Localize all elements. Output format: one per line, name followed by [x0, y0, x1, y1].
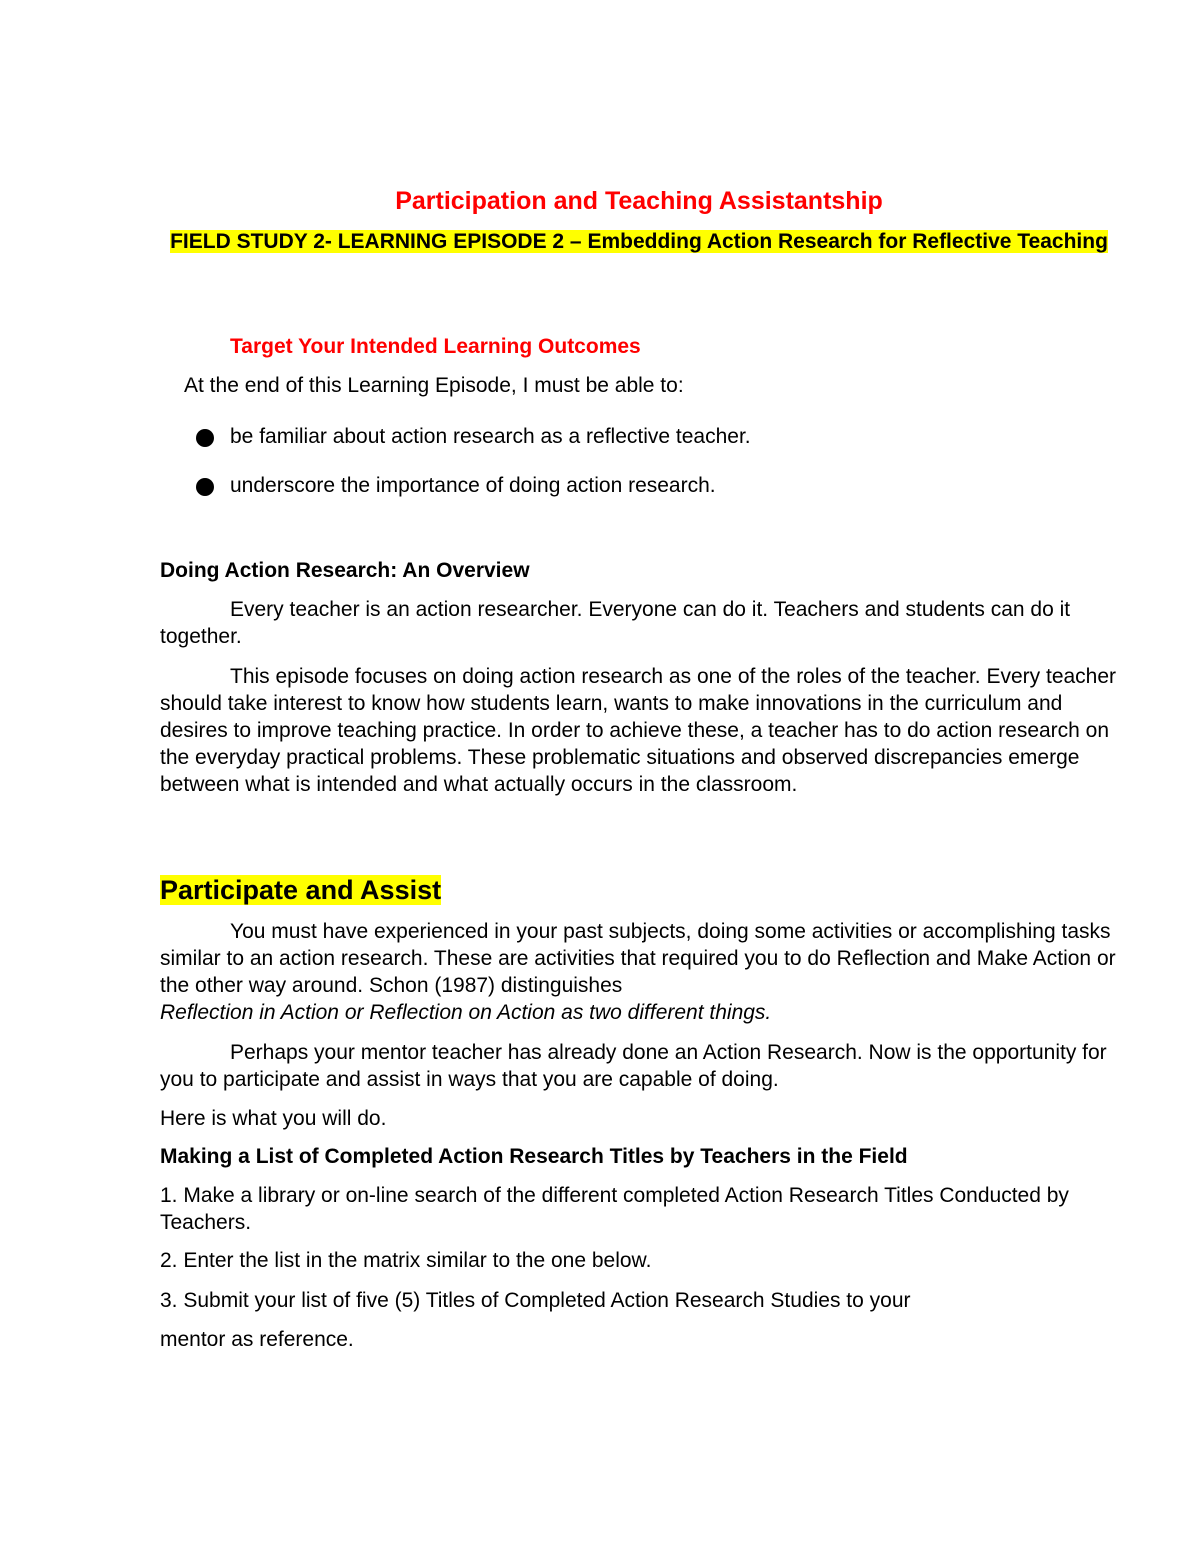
- episode-subtitle-text: FIELD STUDY 2- LEARNING EPISODE 2 – Embedding Action Research for Reflective Teaching: [170, 230, 1108, 253]
- participate-paragraph-text: You must have experienced in your past subjects, doing some activities or accomplishing tasks similar to an action research. These are activities that required you to do Reflection and Make Action or the other way around. Schon (1987) distinguishes: [160, 920, 1116, 997]
- page-title: Participation and Teaching Assistantship: [395, 187, 883, 215]
- participate-heading: [160, 872, 441, 908]
- overview-paragraph: [160, 663, 1120, 798]
- outcome-bullet-text: underscore the importance of doing action research.: [230, 474, 716, 497]
- episode-subtitle: [160, 228, 1118, 255]
- overview-paragraph-text: This episode focuses on doing action research as one of the roles of the teacher. Every teacher should take interest to know how students learn, wants to make innovations in the curriculum and desires to improve teaching practice. In order to achieve these, a teacher has to do action research on the everyday practical problems. These problematic situations and observed discrepancies emerge between what is intended and what actually occurs in the classroom.: [160, 665, 1117, 796]
- step-item: 1. Make a library or on-line search of the different completed Action Research Titles Conducted by Teachers.: [160, 1184, 1069, 1234]
- outcome-bullet-text: be familiar about action research as a reflective teacher.: [230, 425, 751, 448]
- step-item: 2. Enter the list in the matrix similar to the one below.: [160, 1249, 652, 1272]
- participate-paragraph: [160, 1039, 1120, 1093]
- step-item: mentor as reference.: [160, 1328, 354, 1351]
- outcomes-heading: Target Your Intended Learning Outcomes: [230, 335, 641, 358]
- participate-paragraph: [160, 918, 1120, 1026]
- bullet-icon: [196, 429, 214, 447]
- outcomes-intro: At the end of this Learning Episode, I must be able to:: [184, 374, 684, 397]
- participate-heading-text: Participate and Assist: [160, 875, 442, 905]
- step-item: 3. Submit your list of five (5) Titles of Completed Action Research Studies to your: [160, 1289, 911, 1312]
- overview-paragraph: [160, 596, 1120, 650]
- overview-heading: Doing Action Research: An Overview: [160, 559, 530, 582]
- participate-paragraph: Here is what you will do.: [160, 1107, 387, 1130]
- participate-paragraph-italic: Reflection in Action or Reflection on Action as two different things.: [160, 1001, 772, 1024]
- participate-paragraph-text: Perhaps your mentor teacher has already done an Action Research. Now is the opportunity for you to participate and assist in ways that you are capable of doing.: [160, 1041, 1107, 1091]
- overview-paragraph-text: Every teacher is an action researcher. Everyone can do it. Teachers and students can do it together.: [160, 598, 1071, 648]
- list-heading: Making a List of Completed Action Research Titles by Teachers in the Field: [160, 1145, 908, 1168]
- bullet-icon: [196, 478, 214, 496]
